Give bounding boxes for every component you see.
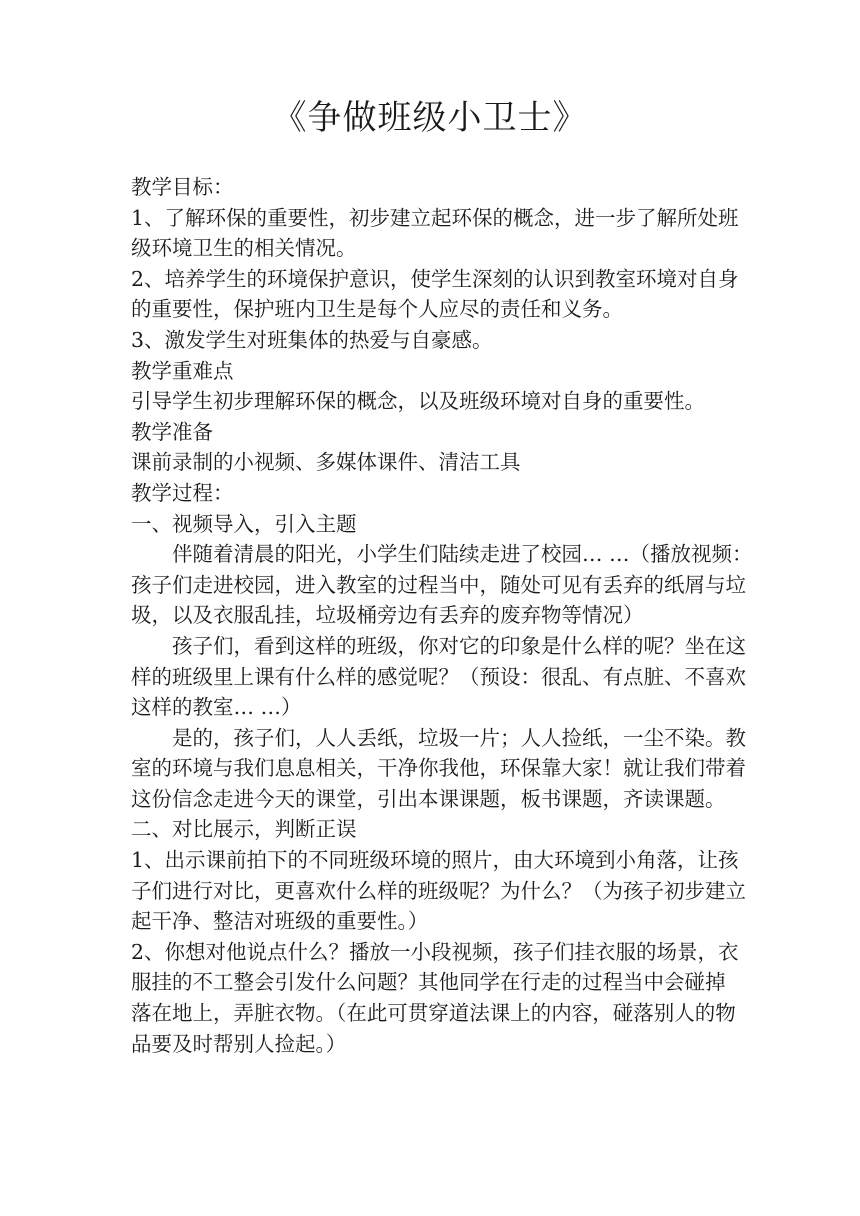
paragraph-line: 这份信念走进今天的课堂，引出本课课题，板书课题，齐读课题。 [131, 786, 726, 811]
paragraph-line: 2、你想对他说点什么？播放一小段视频，孩子们挂衣服的场景，衣 [131, 939, 739, 964]
objective-2-line-2: 的重要性，保护班内卫生是每个人应尽的责任和义务。 [131, 297, 623, 322]
objective-1-line-1: 1、了解环保的重要性，初步建立起环保的概念，进一步了解所处班 [131, 205, 739, 230]
section-heading-objectives: 教学目标： [131, 175, 234, 199]
paragraph-line: 孩子们，看到这样的班级，你对它的印象是什么样的呢？坐在这 [172, 633, 746, 658]
objective-1-line-2: 级环境卫生的相关情况。 [131, 236, 357, 261]
paragraph-line: 这样的教室… …） [131, 695, 302, 720]
preparation-text: 课前录制的小视频、多媒体课件、清洁工具 [131, 450, 521, 475]
paragraph-line: 落在地上，弄脏衣物。（在此可贯穿道法课上的内容，碰落别人的物 [131, 1001, 736, 1026]
document-title: 《争做班级小卫士》 [272, 98, 588, 138]
paragraph-line: 品要及时帮别人捡起。） [131, 1031, 347, 1056]
section-heading-process: 教学过程： [131, 480, 234, 505]
paragraph-line: 是的，孩子们，人人丢纸，垃圾一片；人人捡纸，一尘不染。教 [172, 725, 746, 750]
process-step-1-heading: 一、视频导入，引入主题 [131, 511, 357, 536]
objective-3: 3、激发学生对班集体的热爱与自豪感。 [131, 327, 493, 352]
key-points-text: 引导学生初步理解环保的概念，以及班级环境对自身的重要性。 [131, 389, 705, 414]
paragraph-line: 1、出示课前拍下的不同班级环境的照片，由大环境到小角落，让孩 [131, 848, 739, 873]
objective-2-line-1: 2、培养学生的环境保护意识，使学生深刻的认识到教室环境对自身 [131, 266, 739, 291]
paragraph-line: 圾，以及衣服乱挂，垃圾桶旁边有丢弃的废弃物等情况） [131, 603, 644, 628]
paragraph-line: 室的环境与我们息息相关，干净你我他，环保靠大家！就让我们带着 [131, 756, 746, 781]
document-body [131, 172, 753, 1059]
section-heading-key-points: 教学重难点 [131, 358, 234, 383]
process-step-2-heading: 二、对比展示，判断正误 [131, 817, 357, 842]
paragraph-line: 子们进行对比，更喜欢什么样的班级呢？为什么？（为孩子初步建立 [131, 878, 746, 903]
paragraph-line: 服挂的不工整会引发什么问题？其他同学在行走的过程当中会碰掉 [131, 970, 726, 995]
section-heading-preparation: 教学准备 [131, 419, 213, 444]
paragraph-line: 孩子们走进校园，进入教室的过程当中，随处可见有丢弃的纸屑与垃 [131, 572, 746, 597]
paragraph-line: 样的班级里上课有什么样的感觉呢？（预设：很乱、有点脏、不喜欢 [131, 664, 746, 689]
paragraph-line: 起干净、整洁对班级的重要性。） [131, 909, 429, 934]
paragraph-line: 伴随着清晨的阳光，小学生们陆续走进了校园… …（播放视频： [172, 542, 753, 567]
